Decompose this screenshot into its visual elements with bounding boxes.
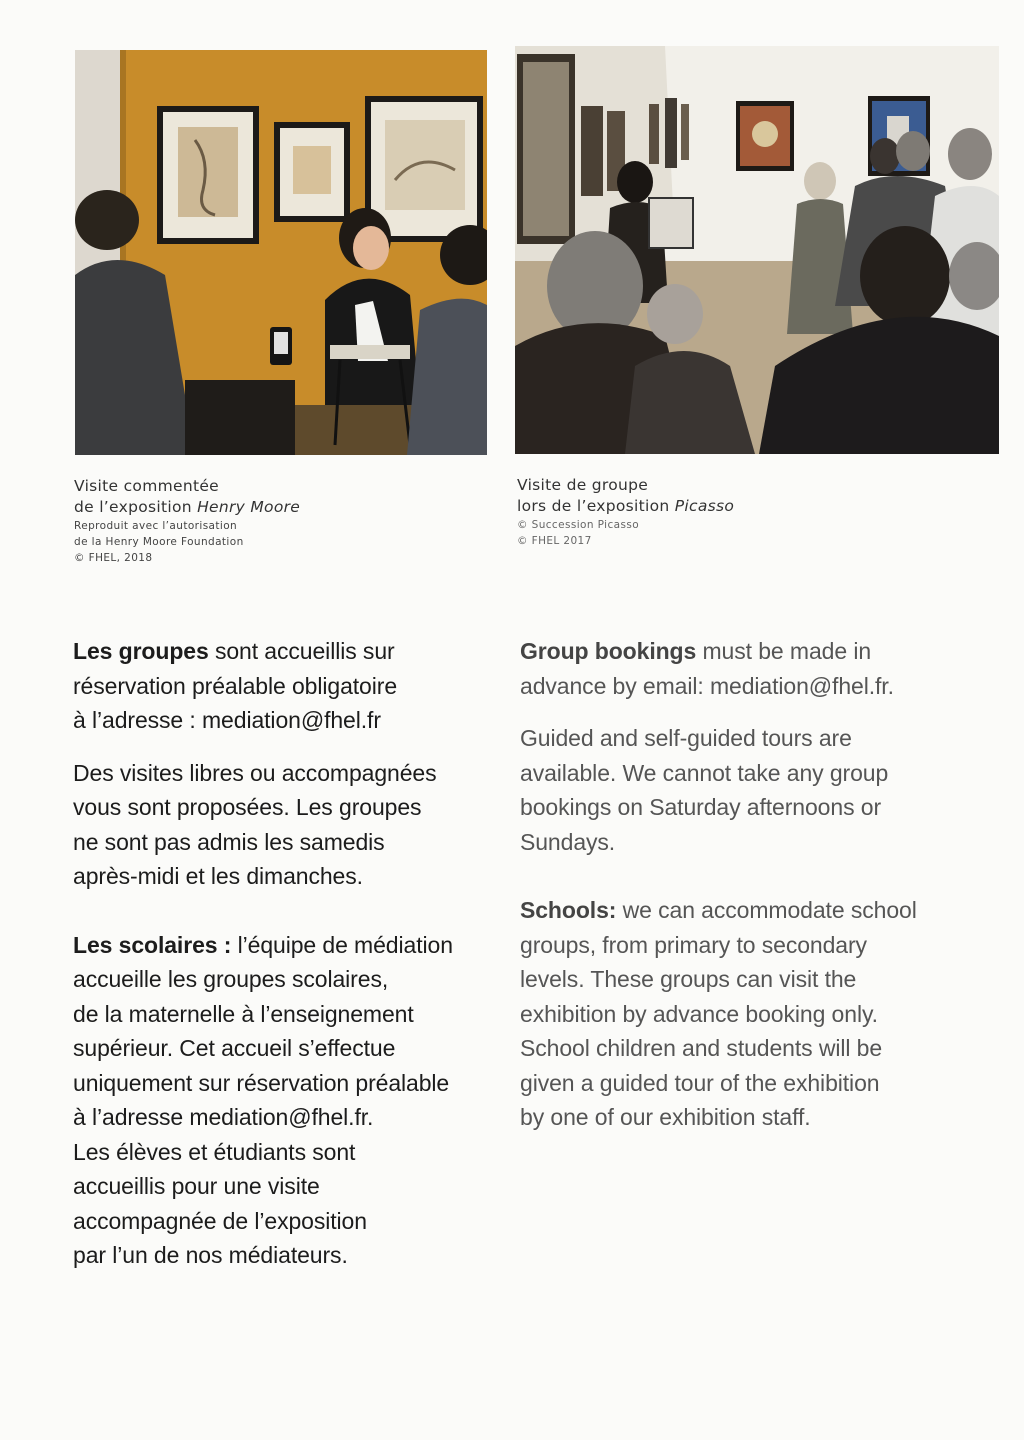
email-text: à l’adresse mediation@fhel.fr. — [73, 1104, 374, 1130]
caption-subtitle: de l’exposition Henry Moore — [74, 498, 301, 516]
tours-paragraph: Guided and self-guided tours are available. We cannot take any group bookings on Saturday afternoons or Sundays. — [520, 725, 889, 855]
exhibition-name: Picasso — [674, 497, 735, 515]
henry-moore-visit-photo — [75, 50, 487, 455]
credit-line: © Succession Picasso — [517, 519, 640, 531]
groups-heading: Les groupes — [73, 638, 209, 664]
credit-line: de la Henry Moore Foundation — [74, 536, 244, 548]
schools-paragraph: Schools: we can accommodate school groups, from primary to secondary levels. These groups can visit the exhibition by advance booking only. School children and students will be given a guided tour of the exhibition by one of our exhibition staff. — [520, 897, 917, 1130]
credit-line: Reproduit avec l’autorisation — [74, 520, 238, 532]
caption-subtitle: lors de l’exposition Picasso — [517, 497, 735, 515]
english-column — [520, 634, 980, 1135]
caption-title: Visite de groupe — [517, 476, 649, 494]
credit-line: © FHEL 2017 — [517, 535, 592, 547]
french-column — [73, 634, 513, 1273]
caption-picasso — [517, 475, 957, 549]
schools-heading: Les scolaires : — [73, 931, 232, 958]
email-text: à l’adresse : mediation@fhel.fr — [73, 707, 381, 733]
picasso-group-visit-photo — [515, 46, 999, 454]
visits-paragraph: Des visites libres ou accompagnées vous sont proposées. Les groupes ne sont pas admis les samedis après-midi et les dimanches. — [73, 759, 437, 889]
bookings-heading: Group bookings — [520, 638, 697, 664]
caption-henry-moore — [74, 476, 474, 566]
schools-heading: Schools: — [520, 897, 617, 923]
exhibition-name: Henry Moore — [197, 498, 301, 516]
credit-line: © FHEL, 2018 — [74, 552, 153, 564]
groups-paragraph: Les groupes sont accueillis sur réservation préalable obligatoire à l’adresse : mediation@fhel.fr — [73, 634, 513, 738]
bookings-paragraph: Group bookings must be made in advance by email: mediation@fhel.fr. — [520, 634, 980, 703]
caption-title: Visite commentée — [74, 477, 220, 495]
schools-paragraph: Les scolaires : l’équipe de médiation accueille les groupes scolaires, de la maternelle à l’enseignement supérieur. Cet accueil s’effectue uniquement sur réservation préalable à l’adresse mediation@fhel.fr. Les élèves et étudiants sont accueillis pour une visite accompagnée de l’exposition par l’un de nos médiateurs. — [73, 928, 513, 1273]
email-text: advance by email: mediation@fhel.fr. — [520, 672, 894, 699]
